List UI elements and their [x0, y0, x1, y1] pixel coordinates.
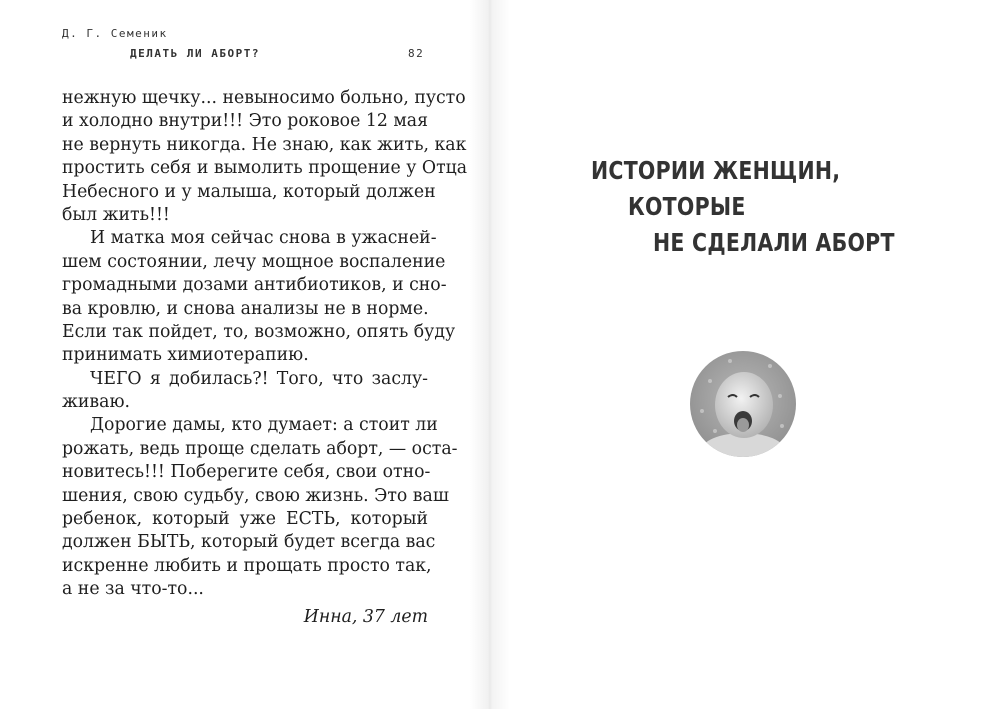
section-heading-line-2: КОТОРЫЕ: [628, 192, 746, 221]
text-line: шения, свою судьбу, свою жизнь. Это ваш: [62, 485, 449, 506]
body-text: [62, 87, 468, 629]
text-line: должен БЫТЬ, который будет всегда вас: [62, 532, 436, 553]
text-line: рожать, ведь проще сделать аборт, — оста-: [62, 438, 458, 459]
text-line: Если так пойдет, то, возможно, опять буду: [62, 321, 456, 342]
text-line: был жить!!!: [62, 204, 170, 225]
text-line: Небесного и у малыша, который должен: [62, 181, 436, 202]
book-gutter: [470, 0, 510, 709]
signature: Инна, 37 лет: [303, 606, 428, 627]
running-head-author: Д. Г. Семеник: [62, 27, 168, 40]
text-line: Дорогие дамы, кто думает: а стоит ли: [90, 415, 438, 436]
text-line: и холодно внутри!!! Это роковое 12 мая: [62, 111, 428, 132]
text-line: искренне любить и прощать просто так,: [62, 555, 432, 576]
page-number: 82: [408, 47, 425, 60]
text-line: простить себя и вымолить прощение у Отца: [62, 158, 468, 179]
baby-photo: [690, 351, 796, 457]
text-line: новитесь!!! Поберегите себя, свои отно-: [62, 462, 431, 483]
running-head-title: ДЕЛАТЬ ЛИ АБОРТ?: [130, 47, 260, 60]
text-line: шем состоянии, лечу мощное воспаление: [62, 251, 446, 272]
baby-photo-illustration: [690, 351, 796, 457]
section-heading-line-1: ИСТОРИИ ЖЕНЩИН,: [591, 156, 841, 185]
text-line: громадными дозами антибиотиков, и сно-: [62, 275, 447, 296]
text-line: не вернуть никогда. Не знаю, как жить, как: [62, 134, 467, 155]
text-line: живаю.: [62, 392, 130, 413]
text-line: принимать химиотерапию.: [62, 345, 309, 366]
text-line: ва кровлю, и снова анализы не в норме.: [62, 298, 429, 319]
text-line: ребенок, который уже ЕСТЬ, который: [62, 509, 428, 530]
text-line: ЧЕГО я добилась?! Того, что заслу-: [90, 368, 428, 389]
text-line: И матка моя сейчас снова в ужасней-: [90, 228, 437, 249]
section-heading-line-3: НЕ СДЕЛАЛИ АБОРТ: [653, 228, 895, 257]
text-line: нежную щечку... невыносимо больно, пусто: [62, 88, 466, 108]
text-line: а не за что-то...: [62, 579, 204, 600]
